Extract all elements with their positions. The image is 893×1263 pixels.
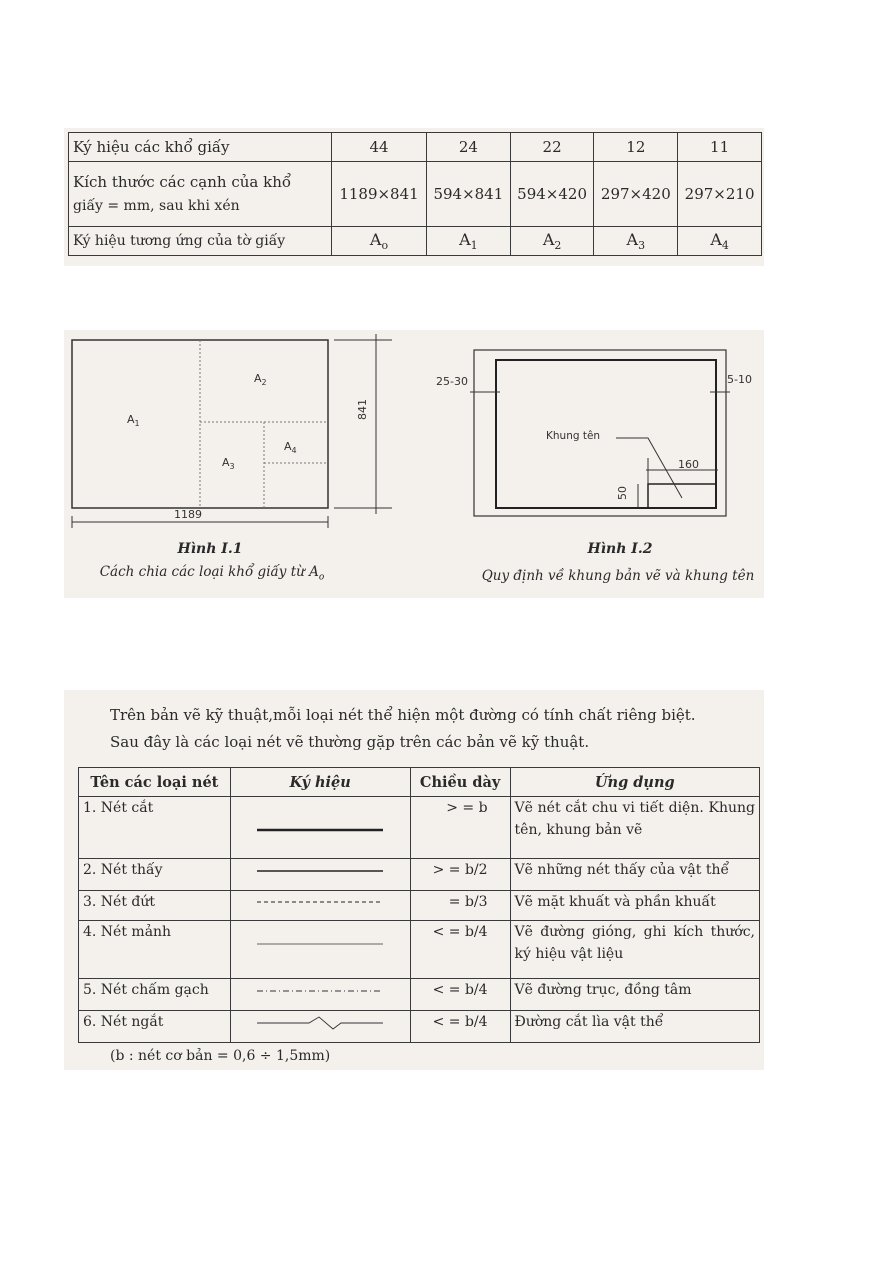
line-usage: Vẽ những nét thấy của vật thể <box>510 859 759 891</box>
col-header: Tên các loại nét <box>79 768 231 797</box>
sheet-symbol: $A_3$ <box>594 227 678 256</box>
line-symbol-cell <box>230 1011 410 1043</box>
footnote: (b : nét cơ bản = 0,6 ÷ 1,5mm) <box>110 1048 331 1064</box>
table-row <box>69 133 762 162</box>
title-block-label: Khung tên <box>546 430 601 442</box>
figure1-caption: Cách chia các loại khổ giấy từ $A_o$ <box>99 564 325 583</box>
table-cell: 12 <box>594 133 678 162</box>
line-symbol-cell <box>230 859 410 891</box>
table-row <box>79 859 760 891</box>
col-header: Chiều dày <box>410 768 510 797</box>
dimension-margin-right: 5-10 <box>727 373 752 386</box>
dimension-width-label: 1189 <box>174 508 202 521</box>
table-cell: 44 <box>332 133 427 162</box>
table-cell: 22 <box>510 133 594 162</box>
table-cell: 594×420 <box>510 162 594 227</box>
col-header: Ký hiệu <box>230 768 410 797</box>
table-cell: 297×420 <box>594 162 678 227</box>
line-symbol-cell <box>230 891 410 921</box>
intro-line-2: Sau đây là các loại nét vẽ thường gặp trên các bản vẽ kỹ thuật. <box>110 733 590 751</box>
line-symbol-cell <box>230 979 410 1011</box>
line-thickness: < = b/4 <box>410 1011 510 1043</box>
figure2-title: Hình I.2 <box>587 541 653 557</box>
label-a4: $A_4$ <box>284 440 297 456</box>
table-row <box>69 227 762 256</box>
intro-line-1: Trên bản vẽ kỹ thuật,mỗi loại nét thể hiện một đường có tính chất riêng biệt. <box>110 706 696 724</box>
line-usage: Vẽ đường trục, đồng tâm <box>510 979 759 1011</box>
table-cell: 11 <box>678 133 762 162</box>
line-name: 1. Nét cắt <box>79 797 231 859</box>
line-usage: Vẽ mặt khuất và phần khuất <box>510 891 759 921</box>
line-usage: Đường cắt lìa vật thể <box>510 1011 759 1043</box>
sheet-symbol: $A_1$ <box>427 227 511 256</box>
figure1-title: Hình I.1 <box>177 541 243 557</box>
paper-size-table <box>68 132 762 256</box>
paper-division-diagram <box>64 330 404 535</box>
drawing-frame <box>496 360 716 508</box>
sheet-symbol: $A_4$ <box>678 227 762 256</box>
table-header-row <box>79 768 760 797</box>
line-thickness: = b/3 <box>410 891 510 921</box>
line-symbol-cell <box>230 797 410 859</box>
line-name: 3. Nét đứt <box>79 891 231 921</box>
title-block <box>648 484 716 508</box>
sheet-symbol: $A_o$ <box>332 227 427 256</box>
figure2-caption: Quy định về khung bản vẽ và khung tên <box>481 568 755 584</box>
line-name: 4. Nét mảnh <box>79 921 231 979</box>
dimension-height-label: 841 <box>356 399 369 420</box>
label-a3: $A_3$ <box>222 456 235 472</box>
table-cell: 24 <box>427 133 511 162</box>
line-thickness: > = b <box>410 797 510 859</box>
line-thickness: < = b/4 <box>410 979 510 1011</box>
label-a2: $A_2$ <box>254 372 267 388</box>
line-usage: Vẽ nét cắt chu vi tiết diện. Khung tên, khung bản vẽ <box>510 797 759 859</box>
table-row <box>79 979 760 1011</box>
table-row <box>79 797 760 859</box>
line-types-table <box>78 767 760 1043</box>
table-cell: 594×841 <box>427 162 511 227</box>
line-sample <box>257 1017 383 1029</box>
row-label-line: Kích thước các cạnh của khổ <box>73 173 292 191</box>
row-label: Ký hiệu tương ứng của tờ giấy <box>69 227 332 256</box>
line-name: 6. Nét ngắt <box>79 1011 231 1043</box>
table-row <box>79 891 760 921</box>
row-label <box>69 162 332 227</box>
dimension-margin-left: 25-30 <box>436 375 468 388</box>
line-name: 5. Nét chấm gạch <box>79 979 231 1011</box>
line-symbol-cell <box>230 921 410 979</box>
row-label-line: giấy = mm, sau khi xén <box>73 198 240 214</box>
table-row <box>69 162 762 227</box>
line-thickness: < = b/4 <box>410 921 510 979</box>
col-header: Ứng dụng <box>510 768 759 797</box>
line-usage: Vẽ đường gióng, ghi kích thước, ký hiệu vật liệu <box>510 921 759 979</box>
table-row <box>79 1011 760 1043</box>
row-label: Ký hiệu các khổ giấy <box>69 133 332 162</box>
sheet-symbol: $A_2$ <box>510 227 594 256</box>
dimension-title-width: 160 <box>678 458 699 471</box>
dimension-title-height: 50 <box>616 486 629 500</box>
table-cell: 297×210 <box>678 162 762 227</box>
line-name: 2. Nét thấy <box>79 859 231 891</box>
table-cell: 1189×841 <box>332 162 427 227</box>
table-row <box>79 921 760 979</box>
label-a1: $A_1$ <box>127 413 140 429</box>
line-thickness: > = b/2 <box>410 859 510 891</box>
